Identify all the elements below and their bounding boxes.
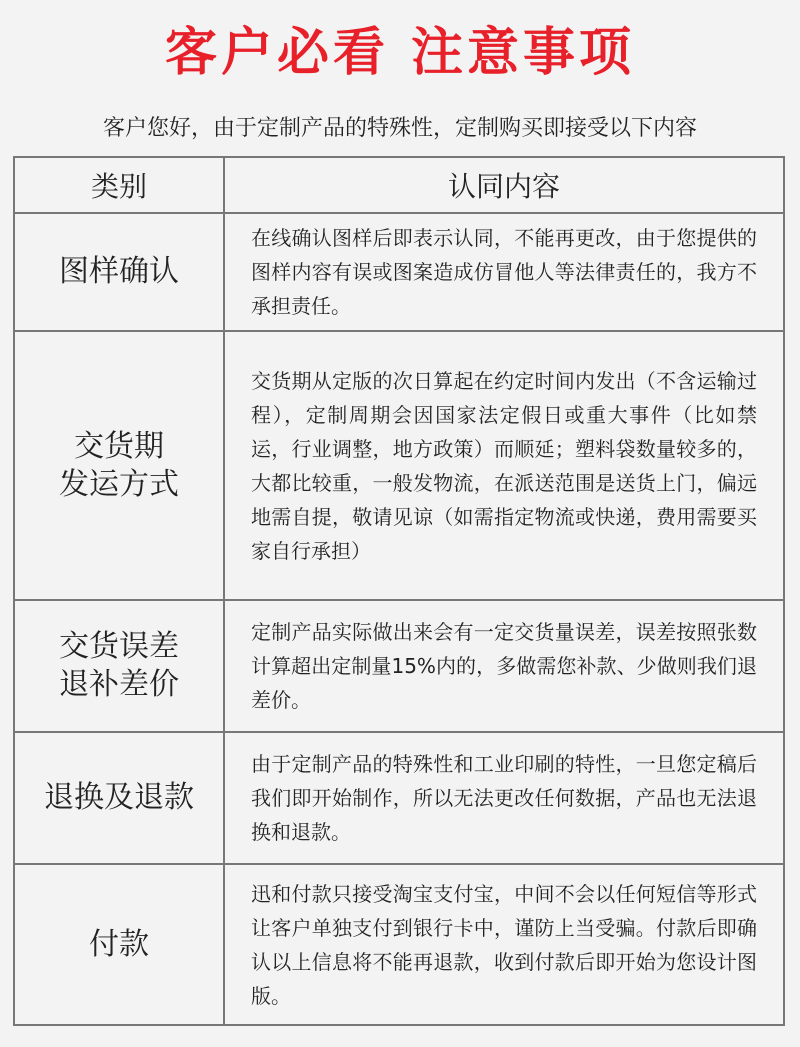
row-category <box>14 600 224 732</box>
notice-table <box>13 156 785 1026</box>
row-category <box>14 864 224 1025</box>
table-header-row <box>14 157 784 213</box>
row-content: 迅和付款只接受淘宝支付宝，中间不会以任何短信等形式让客户单独支付到银行卡中，谨防上当受骗。付款后即确认以上信息将不能再退款，收到付款后即开始为您设计图版。 <box>224 864 784 1025</box>
page-title: 客户必看 注意事项 <box>164 23 636 83</box>
category-label: 发运方式 <box>59 466 179 502</box>
table-row <box>14 600 784 732</box>
table-row <box>14 331 784 600</box>
row-content: 交货期从定版的次日算起在约定时间内发出（不含运输过程），定制周期会因国家法定假日或重大事件（比如禁运，行业调整，地方政策）而顺延；塑料袋数量较多的，大都比较重，一般发物流，在派送范围是送货上门，偏远地需自提，敬请见谅（如需指定物流或快递，费用需要买家自行承担） <box>224 331 784 600</box>
category-label: 交货误差 <box>59 629 179 664</box>
table-row <box>14 732 784 864</box>
row-category <box>14 213 224 331</box>
category-label: 退补差价 <box>59 667 179 702</box>
row-content: 由于定制产品的特殊性和工业印刷的特性，一旦您定稿后我们即开始制作，所以无法更改任何数据，产品也无法退换和退款。 <box>224 732 784 864</box>
header-category: 类别 <box>14 157 224 213</box>
row-category <box>14 331 224 600</box>
table-row <box>14 213 784 331</box>
row-content: 定制产品实际做出来会有一定交货量误差，误差按照张数计算超出定制量15%内的，多做需您补款、少做则我们退差价。 <box>224 600 784 732</box>
category-label: 图样确认 <box>59 254 179 289</box>
category-label: 交货期 <box>74 428 164 464</box>
header-content: 认同内容 <box>224 157 784 213</box>
category-label: 退换及退款 <box>44 780 194 815</box>
category-label: 付款 <box>89 926 149 962</box>
row-content: 在线确认图样后即表示认同，不能再更改，由于您提供的图样内容有误或图案造成仿冒他人等法律责任的，我方不承担责任。 <box>224 213 784 331</box>
table-row <box>14 864 784 1025</box>
row-category <box>14 732 224 864</box>
intro-text: 客户您好，由于定制产品的特殊性，定制购买即接受以下内容 <box>102 116 697 141</box>
